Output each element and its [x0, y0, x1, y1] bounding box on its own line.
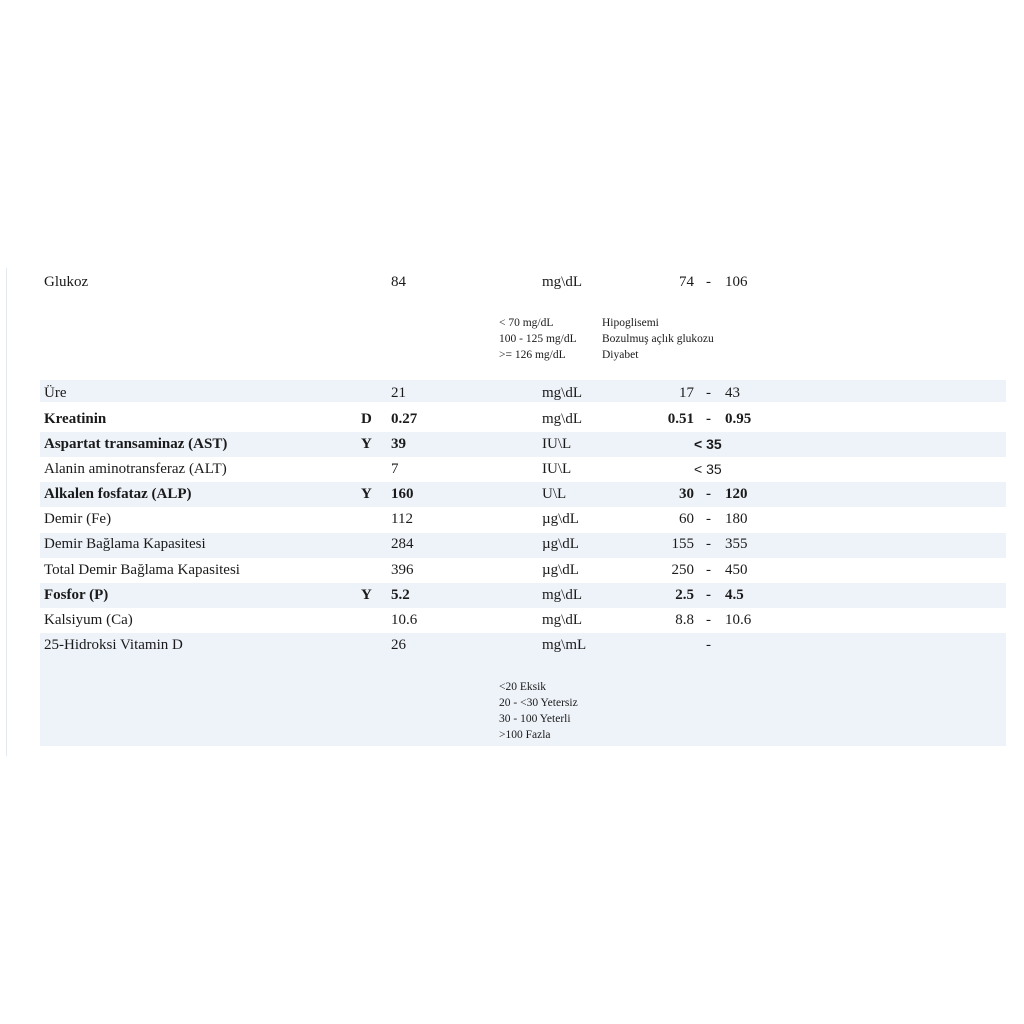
table-row-demir-baglama: [40, 532, 1006, 557]
table-row-vitamin-d: [40, 633, 1006, 658]
note-range: 100 - 125 mg/dL: [499, 333, 577, 345]
note-range: < 70 mg/dL: [499, 317, 554, 329]
unit: mg\dL: [542, 411, 582, 427]
ref-high: 0.95: [725, 411, 752, 427]
ref-low: 60: [679, 511, 694, 527]
note-line: <20 Eksik: [499, 681, 547, 693]
result-value: 7: [391, 461, 399, 477]
unit: mg\dL: [542, 274, 582, 290]
ref-high: 180: [725, 511, 748, 527]
note-label: Diyabet: [602, 349, 639, 361]
table-row-alp: [40, 482, 1006, 507]
result-flag: Y: [361, 436, 372, 452]
test-name: Total Demir Bağlama Kapasitesi: [44, 562, 240, 578]
unit: U\L: [542, 486, 567, 502]
unit: IU\L: [542, 461, 572, 477]
table-row-glukoz: [40, 270, 1006, 295]
ref-dash: -: [706, 637, 711, 653]
ref-low: 8.8: [675, 612, 694, 628]
ref-dash: -: [706, 562, 711, 578]
table-row-kalsiyum: [40, 608, 1006, 633]
ref-high: 4.5: [725, 587, 744, 603]
ref-high: 450: [725, 562, 748, 578]
ref-dash: -: [706, 612, 711, 628]
vitamin-d-reference-note: [499, 679, 699, 743]
unit: mg\dL: [542, 587, 582, 603]
unit: µg\dL: [542, 536, 579, 552]
ref-high: 120: [725, 486, 748, 502]
result-value: 284: [391, 536, 414, 552]
test-name: Demir (Fe): [44, 511, 112, 527]
result-value: 396: [391, 562, 414, 578]
unit: µg\dL: [542, 511, 579, 527]
ref-low: 2.5: [675, 587, 694, 603]
ref-low: 74: [679, 274, 694, 290]
test-name: Alkalen fosfataz (ALP): [44, 486, 192, 502]
table-row-ure: [40, 381, 1006, 406]
lab-results-table: [40, 262, 1006, 746]
ref-low: 30: [679, 486, 694, 502]
note-line: 30 - 100 Yeterli: [499, 713, 571, 725]
result-value: 0.27: [391, 411, 418, 427]
result-value: 112: [391, 511, 413, 527]
unit: mg\dL: [542, 612, 582, 628]
unit: IU\L: [542, 436, 572, 452]
ref-dash: -: [706, 536, 711, 552]
test-name: Glukoz: [44, 274, 89, 290]
ref-range: < 35: [694, 461, 722, 477]
unit: mg\dL: [542, 385, 582, 401]
note-range: >= 126 mg/dL: [499, 349, 566, 361]
result-value: 21: [391, 385, 406, 401]
result-value: 39: [391, 436, 406, 452]
ref-range: < 35: [694, 436, 722, 452]
table-row-alt: [40, 457, 1006, 482]
ref-dash: -: [706, 486, 711, 502]
table-row-fosfor: [40, 583, 1006, 608]
result-flag: Y: [361, 587, 372, 603]
test-name: Kreatinin: [44, 411, 107, 427]
ref-low: 17: [679, 385, 694, 401]
page-edge-rule: [6, 268, 7, 756]
ref-dash: -: [706, 511, 711, 527]
ref-dash: -: [706, 274, 711, 290]
result-value: 84: [391, 274, 406, 290]
test-name: 25-Hidroksi Vitamin D: [44, 637, 183, 653]
table-row-kreatinin: [40, 407, 1006, 432]
unit: µg\dL: [542, 562, 579, 578]
unit: mg\mL: [542, 637, 587, 653]
result-value: 10.6: [391, 612, 418, 628]
test-name: Aspartat transaminaz (AST): [44, 436, 228, 452]
result-flag: D: [361, 411, 372, 427]
table-row-demir: [40, 507, 1006, 532]
glucose-reference-note: [499, 315, 759, 363]
test-name: Demir Bağlama Kapasitesi: [44, 536, 206, 552]
note-line: >100 Fazla: [499, 729, 551, 741]
ref-dash: -: [706, 587, 711, 603]
ref-low: 155: [671, 536, 694, 552]
result-flag: Y: [361, 486, 372, 502]
result-value: 5.2: [391, 587, 410, 603]
note-label: Hipoglisemi: [602, 317, 659, 329]
result-value: 26: [391, 637, 406, 653]
test-name: Üre: [44, 385, 67, 401]
test-name: Fosfor (P): [44, 587, 109, 603]
test-name: Kalsiyum (Ca): [44, 612, 133, 628]
ref-dash: -: [706, 411, 711, 427]
ref-high: 10.6: [725, 612, 752, 628]
ref-high: 106: [725, 274, 748, 290]
note-label: Bozulmuş açlık glukozu: [602, 333, 714, 345]
table-row-total-demir-baglama: [40, 558, 1006, 583]
table-row-ast: [40, 432, 1006, 457]
ref-high: 43: [725, 385, 740, 401]
ref-low: 0.51: [667, 411, 694, 427]
note-line: 20 - <30 Yetersiz: [499, 697, 578, 709]
test-name: Alanin aminotransferaz (ALT): [44, 461, 227, 477]
ref-low: 250: [671, 562, 694, 578]
result-value: 160: [391, 486, 414, 502]
ref-high: 355: [725, 536, 748, 552]
ref-dash: -: [706, 385, 711, 401]
